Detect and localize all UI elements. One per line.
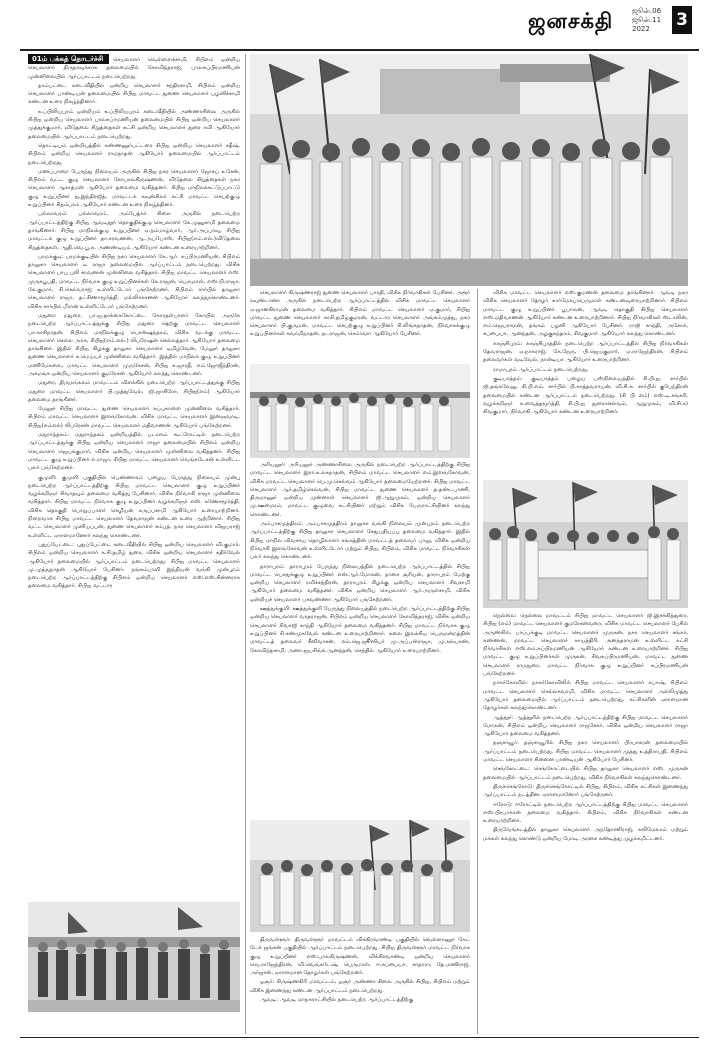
masthead-rule (20, 49, 699, 51)
article-paragraph: தஞ்சாவூர்: தஞ்சாவூரில் சிபிஐ நகர செயலாளர் பிரபாகரன் தலைமையில் ஆர்ப்பாட்டம் நடைபெற்றது. சிபிஐ மாவட்ட செயலாளர் முத்து உத்திராபதி, சிபிஎம் மாவட்ட செயலாளர் சின்னை பாண்டியன் ஆகியோர் பேசினர். (483, 740, 688, 764)
middle-article-block-1 (250, 289, 470, 361)
middle-article-block-2 (250, 461, 470, 816)
article-paragraph: காஞ்சிபுரம்: காஞ்சிபுரத்தில் நடைபெற்ற ஆர்ப்பாட்டத்தில் சிபிஐ நிர்வாகிகள் தேவராஜன், ஏ.நாகராஜ், கே.நேரு, பி.ஜெயகுமார், ஏ.ராஜேந்திரன், சிபிஎம் தலைவர்கள் வடிவேல், நான்டியா ஆகியோர் உரையாற்றினர். (483, 340, 688, 364)
article-paragraph: ஆவடி: ஆவடி மாநகராட்சியில் நடைபெற்ற ஆர்ப்பாட்டத்திற்கு (260, 997, 414, 1004)
article-paragraph: ஊத்துக்குளி: ஊத்துக்குளி பேருந்து நிலையத்தில் நடைபெற்ற ஆர்ப்பாட்டத்திற்கு சிபிஐ ஒன்றிய செயலாளர் வரதராஜன், சிபிஎம் ஒன்றிய செயலாளர் கோவிந்தராஜ், விசிக ஒன்றிய செயலாளர் சிவாஜி காந்தி ஆகியோர் தலைமை வகித்தனர். சிபிஐ மாவட்ட நிர்வாக குழு உறுப்பினர் சி.சண்முகவேல் கண்டன உரையாற்றினார். கலை இலக்கிய பெருமன்றத்தின் மாவட்டத் தலைவர் சீனிவாசன், எம்.ஜெ.ஜூனியர் மு.அப்பன்ராஜா, மு.கல்யாண், கோவிந்தசாமி, அனா.ஜயசிங்க்.ஆனந்தன், செந்தில் ஆகியோர் உரையாற்றினர். (250, 606, 470, 654)
column-divider (245, 54, 246, 1034)
article-paragraph: அரியலூர்: அரியலூர் அண்ணாசிலை அருகில் நடைபெற்ற ஆர்ப்பாட்டத்திற்கு சிபிஐ மாவட்ட செயலாளர் இரா.உலகநாதன், சிபிஎம் மாவட்ட செயலாளர் எம்.இளங்கோவன், விசிக மாவட்ட செயலாளர் பெ.மு.செல்வம் ஆகியோர் தலைமையேற்றனர். சிபிஐ மாவட்ட செயலாளர் ஆர்.தமிழ்செல்வன், சிபிஐ மாவட்ட துணை செயலாளர் த.தண்டபாணி, திருமானூர் ஒன்றிய முன்னாள் செயலாளர் ஜி.ஆறுமுகம், ஒன்றிய செயலாளர் மு.ஊமைரம், மாவட்ட குழுவை கட்சியினர் மற்றும் விசிக பேருராட்சியினர் கலந்து கொண்டனர். (250, 462, 470, 518)
page-bottom-rule (20, 1037, 699, 1038)
page-number: 3 (672, 6, 692, 34)
article-paragraph: பரமக்குடி: பரமக்குடியில் சிபிஐ நகர செயலாளர் கே.ஆர். சுப்பிரமணியன், சிபிஎம் தாலுகா செயலாளர் டீ ராஜா தலைமையில் ஆர்ப்பாட்டம் நடைபெற்றது. விசிக செயலாளர் பாபு புலி சரவணன் முன்னிலை வகித்தார். சிபிஐ மாவட்ட செயலாளர் எஸ். முருகபூபதி, மாவட்ட நிர்வாக குழு உறுப்பினர்கள் கே.ராஜன், பெருமாள், எஸ்.பி.ராஜா, கே.குமார், சி.செல்வராஜ் உள்ளிட்டோர் பங்கேற்றனர். சிபிஎம் சார்பில் தாலுகா செயலாளர் ராஜா, தட்சிணாமூர்த்தி, மல்லிகாசனன் ஆகியோர் கலந்துகொண்டனர். விசிக சார்பில் மீரான் உள்ளிட்டோர் பங்கேற்றனர். (28, 253, 240, 310)
article-paragraph: செங்கோட்டை: செங்கோட்டையில் சிபிஐ தாலுகா செயலாளர் எஸ். முருகன் தலைமையில் ஆர்ப்பாட்டம் நடைபெற்றது. விசிக நிர்வாகிகள் கலந்துகொண்டனர். (483, 766, 688, 781)
newspaper-title: ஜனசக்தி (528, 8, 614, 33)
article-paragraph: மதுரை: மதுரை, பா.ஜ.தரக்கைகோட்டை கோரதள்பாளர் கோயில் அருகே நடைபெற்ற ஆர்ப்பாட்டத்துக்கு சிபிஐ மதுரை தெற்கு மாவட்ட செயலாளர் பா.காசிநாதன், சிபிஎம் மாநிலக்குழு பொன்ஷந்தரம், விசிக வடக்கு மாவட்ட செயலாளர் செல்ல அரசு, சிபிஐ(எம்.எல்.) லிபரேஷன் செல்லத்தார் ஆகியோர் தலைமை தாங்கினர். இதில் சிபிஐ கிழக்கு தாலுகா செயலாளர் டிமிழ்வேன், மேலூர் தாலுகா துணை செயலாளர் க.மெய்யர் முன்னிலை வகித்தார். இத்தில் மாநிலக் குழு உறுப்பினர் மணிமேகலை, மாவட்ட செயலாளர் முருகேசன், சிபிஐ சு.ஜாரதீ, எம்.ஜோஜீந்திரன், அகமங்க ஒன்றிய செயலாளர் குமரேசன் ஆகியோர் கலந்து கொண்டனர். (28, 312, 240, 377)
right-article-block-1 (483, 289, 688, 477)
article-paragraph: மேலூர் சிபிஐ மாவட்ட துணை செயலாளர் சுப்புகாளை முன்னிலை வகித்தார். சிபிஎம் மாவட்ட செயலாளர் இளங்கோவன், விசிக மாவட்ட செயலாளர் இன்ஞவாடி, சிபிஐ(எம்எல்) லிபரேசன் மாவட்ட செயலாளர் மதிவாணன் ஆகியோர் பங்கேற்றனர். (28, 406, 240, 429)
protest-photo-top-main (250, 54, 688, 286)
right-article-block-2 (483, 612, 688, 1032)
article-paragraph: மணப்பாறை பேருந்து நிலையம் அருகில் சிபிஐ நகர செயலாளர் ஜோசப் உசேன், சிபிஎம் வட்ட குழு செயலாளர் கோபாலகிருஷ்ணன், விடுதலை சிறுத்தைகள் நகர செயலாளர் ஆசாத்மன் ஆகியோர் தலைமை வகித்தனர். சிபிஐ மாநிலக்கட்டுப்பாட்டு குழு உறுப்பினர் ஐ.இந்திரஜித், மாவட்டக் கவுன்சிலர் கட்சி மாவட்ட செயற்குழு உறுப்பினர் சிதம்பரம் ஆகியோர் கண்டன உரை நிகழ்த்தினர். (28, 168, 240, 209)
middle-article-block-3 (250, 936, 470, 1034)
article-paragraph: மதுரை, திருமங்கலம் மாவட்டம் விளக்கில் நடைபெற்ற ஆர்ப்பாட்டத்துக்கு சிபிஐ மதுரை மாவட்ட செயலாளர் பி.முத்துவேல், ஜி.ஜாகிரோ, சிபிஐ(எம்) ஆகியோர் தலைமை தாங்கினர். (28, 380, 240, 403)
continued-from-page-1-label: 01ம் பக்கத் தொடர்ச்சி (28, 54, 109, 64)
article-paragraph: திருச்செங்கோடு: திருச்செங்கோட்டில் சிபிஐ, சிபிஎம், விசிக கட்சிகள் இணைந்து ஆர்ப்பாட்டம் நடத்தின. ஏராளமானோர் பங்கேற்றனர். (483, 783, 688, 799)
article-paragraph: புதுப்பேட்டை: புதுப்பேட்டை கடைவீதியில் சிபிஐ ஒன்றிய செயலாளர் வி.குமார், சிபிஎம் ஒன்றிய செயலாளர் க.சி.தமிழ் துரை, விசிக ஒன்றிய செயலாளர் கதிர்வேல் ஆகியோர் தலைமையில் ஆர்ப்பாட்டம் நடைபெற்றது. சிபிஐ மாவட்ட செயலாளர் மு.முத்துநாதன் ஆகியோர் பேசினர். நங்கம்பாளி இந்தியன் வங்கி முன்புறம் நடைபெற்ற ஆர்ப்பாட்டத்திற்கு சிபிஎம் ஒன்றிய செயலாளர் எஸ்.எஸ்.சின்னராசு தலைமை வகித்தார். சிபிஐ வட்டார (28, 541, 240, 590)
article-paragraph: அம்பாசமுத்திரம்: அம்பாசமுத்திரம் தாலுகா வங்கி நிலையம் முன்புறம் நடைபெற்ற ஆர்ப்பாட்டத்திற்கு சிபிஐ தாலுகா செயலாளர் சேதுபதியப்பு தலைமை வகித்தார். இதில் சிபிஐ மாநில விவசாய தொழிலாளர் சங்கத்தின் மாவட்டத் தலைவர் பாலு, விசிக ஒன்றிய நிர்வாகி இளங்கோவன் உள்ளிட்டோர் மற்றும் சிபிஐ, சிபிஎம், விசிக மாவட்ட நிர்வாகிகள் பலர் கலந்து கொண்டனர். (250, 521, 470, 561)
article-paragraph: நாகர்கோவில்: நாகர்கோவிலில் சிபிஐ மாவட்ட செயலாளர் சுபாஷ், சிபிஎம் மாவட்ட செயலாளர் செல்லசுவாமி, விசிக மாவட்ட செயலாளர் அல்லிமுத்து ஆகியோர் தலைமையில் ஆர்ப்பாட்டம் நடைபெற்றது. கட்சிகளின் ஏராளமான தோழர்கள் கலந்துகொண்டனர். (483, 680, 688, 712)
protest-photo-middle-1 (250, 364, 470, 458)
issue-date (632, 7, 672, 34)
article-paragraph: பல்லாவரம்: பல்லாவரம், அம்பேத்கர் சிலை அருகில் நடைபெற்ற ஆர்ப்பாட்டத்திற்கு சிபிஐ ஆவடிநூர் தொகுதிக்குழு செயலாளர் கே.முனுசாமி தலைமை தாங்கினார். சிபிஐ மாநிலக்குழு உறுப்பினர் ஏ.நம்மாழ்வார், ஆர்.அப்பாவு, சிபிஐ மாவட்டக் குழு உறுப்பினர் தா.சரவணன், ஆ.அப்போஸ், சிபிஐ(எம்.எல்.)விடுதலை சிறுத்தைகள், ஆதி.வெ.பூ.க. அணண்டியம் ஆகியோர் கண்டன உரையாற்றினர். (28, 211, 240, 251)
article-paragraph: ஈரோடு: ஈரோட்டில் நடைபெற்ற ஆர்ப்பாட்டத்திற்கு சிபிஐ மாவட்ட செயலாளர் எஸ்.பிரபாகரன் தலைமை வகித்தார். சிபிஎம், விசிக நிர்வாகிகள் கண்டன உரையாற்றினர். (483, 801, 688, 825)
issue-date-year: 2022 (632, 25, 650, 33)
article-paragraph: விசிக மாவட்ட செயலாளர் எஸ்.குமணன் தலைமை தாங்கினார். ஆவடி நகர விசிக செயலாளர் தோழர் கார்மேகப்பெருமாள் கண்டனவுரையாற்றினார். சிபிஎம் மாவட்ட குழு உறுப்பினர் பூபாலன், ஆவடி தொகுதி சிபிஐ செயலாளர் எஸ்.மதிவாணன் ஆகியோர் கண்டன உரையாற்றினார். சிபிஐ நிர்வாகிகள் ஸ்டாலின், எம்.ஜெயராமன், தங்கம் பழனி ஆகியோர் பேசினர். ராஜி காந்தி, அசோக், சப்பையா, ஆனந்தன், அழகுசுந்தரம், சிவகுமார் ஆகியோர் கலந்து கொண்டனர். (483, 290, 688, 338)
article-paragraph: உப்பிலியபுரம் ஒன்றியம் உப்பிலியபுரம் கடைவீதியில் அண்ணாசிலை அருகில் சிபிஐ ஒன்றிய செயலாளர் பாலசுப்ரமணியன் தலைமையில் சிபிஐ ஒன்றிய செயலாளர் முத்துக்குமார், விடுதலை சிறுத்தைகள் கட்சி ஒன்றிய செயலாளர் துரை ரவி ஆகியோர் தலைமையில் ஆர்ப்பாட்டம் நடைபெற்றது. (28, 108, 240, 140)
article-paragraph: ஆத்தூர்: ஆத்தூரில் நடைபெற்ற ஆர்ப்பாட்டத்திற்கு சிபிஐ மாவட்ட செயலாளர் மோகன், சிபிஎம் ஒன்றிய செயலாளர் ராஜசேகர், விசிக ஒன்றிய செயலாளர் ராஜா ஆகியோர் தலைமை வகித்தனர். (483, 714, 688, 738)
article-paragraph: தாம்பட்டை கடைவீதியில் ஒன்றிய செயலாளர் சந்திரசாமி, சிபிஎம் ஒன்றிய செயலாளர் பாண்டியன் தலைமையில் சிபிஐ மாவட்ட துணை செயலாளர் பழனிச்சாமி கண்டன உரை நிகழ்த்தினார். (28, 82, 240, 106)
column-divider (477, 289, 478, 1034)
masthead (0, 0, 709, 52)
article-paragraph: ராமாபுரம் ஆர்ப்பாட்டம் நடைபெற்றது. (493, 366, 589, 373)
protest-photo-middle-2 (250, 820, 470, 932)
article-paragraph: நெல்லை: நெல்லை மாவட்டம் சிபிஐ மாவட்ட செயலாளர் ஜி.இசக்கித்துரை, சிபிஐ (எம்) மாவட்ட செயலாளர் குமரேசன்வரை, விசிக மாவட்ட செயலாளர் பேசில் அருண்கில், பாப்பக்குடி மாவட்ட செயலாளர் முருகன், நகர செயலாளர் சங்கர், கண்ணன், மாவட்ட செயலாளர் காயத்திரி, அனந்தராமன் உள்ளிட்ட கட்சி நிர்வாகிகள் எஸ்.எம்.சுப்பிரமணியன் ஆகியோர் கண்டன உரையாற்றினர். சிபிஐ மாவட்ட குழு உறுப்பினர்கள் முருகன், சிவசுப்பிரமணியன், மாவட்ட துணை செயலாளர் ராமதுரை, மாவட்ட நிர்வாக குழு உறுப்பினர் சுப்பிரமணியன் பங்கேற்றனர். (483, 613, 688, 678)
article-paragraph: செயலாளர் கிருஷ்ணராஜ் துணை செயலாளர் பாரதி, விசிக நிர்வாகிகள் பேசினர். அரூர் ரவுண்டானா அருகில் நடைபெற்ற ஆர்ப்பாட்டத்தில் விசிக மாவட்ட செயலாளர் ஏ.ஜானகிராமன் தலைமை வகித்தார். சிபிஎம் மாவட்ட செயலாளர் ஏ.குமார், சிபிஐ மாவட்ட துணை செயலாளர் காசி.தமிழ்குமரன், வட்டார செயலாளர் அங்கம்முத்து, நகர செயலாளர் பி.குருமன், மாவட்ட செயற்குழு உறுப்பினர் சி.லிங்கநாதன், நிர்வாகக்குழு உறுப்பினர்கள் சுவாமிநாதன், நடராஜன், செம்மொ ஆகியோர் பேசினர். (250, 290, 470, 338)
protest-photo-right (483, 480, 688, 608)
protest-photo-left-bottom (28, 902, 240, 1012)
article-paragraph: திருவேங்கடத்தில் தாலுகா செயலாளர் அந்தோணிராஜ், கலிமேலாம் மற்றும் மக்கள் கலந்து கொண்டு ஒன்றிய மோடி அரசை கண்டித்து முழக்கமிட்டனர். (483, 827, 688, 842)
issue-date-line-1: ஜூன்.06 (632, 7, 662, 15)
article-paragraph: தொட்டியம் ஒன்றியத்தில் கண்ணனூர்பட்டரை சிபிஐ ஒன்றிய செயலாளர் சதீஷ், சிபிஎம் ஒன்றிய செயலாளர் ராமநாதன் ஆகியோர் தலைமையில் ஆர்ப்பாட்டம் நடைபெற்றது. (28, 142, 240, 166)
left-column-article (28, 54, 240, 899)
issue-date-line-2: ஜூன்.11 (632, 16, 662, 24)
article-paragraph: குடியாத்தம்: குடியாத்தம் பழைய பஸ்நிலையத்தில் சி.பி.ஐ. சார்பில் ஜி.தங்கவேலு, சி.பி.எம். சார்பில் பி.காத்தவராயன், வி.சி.க. சார்பில் குபேந்திரன் தலைமையில் கண்டன ஆர்ப்பாட்டம் நடைபெற்றது. (சி பி எம்) எஸ்.டி.சங்கரி, வழக்கறிஞர் சு.வைத்தமூர்த்தி, சி.பி.ஐ துரைசெல்வம், ஆறுமுகம், வி.சி.க) சிவகுமார், நிர்வாகி ஆகியோர் கண்டன உரையாற்றினர். (483, 375, 688, 416)
article-paragraph: மதுராந்தகம்: மதுராந்தகம் ஒன்றியத்தில் படாளம் கூட்ரோட்டில் நடைபெற்ற ஆர்ப்பாட்டத்துக்கு சிபிஐ ஒன்றிய செயலாளர் ராஜா தலைமையில் சிபிஎம் ஒன்றிய செயலாளர் ஜெயக்குமார், விசிக ஒன்றிய செயலாளர் முன்னிலை வகித்தனர். சிபிஐ மாவட்ட குழு உறுப்பினர் எ.ராஜா, சிபிஐ மாவட்ட செயலாளர் வெங்கடேசன் உள்ளிட்ட பலர் பங்கேற்றனர். (28, 432, 240, 472)
article-paragraph: செயலாளர் வெள்ளைச்சாமி, சிபிஎம் ஒன்றிய செயலாளர் திருநாவுக்கரசு தலைமையில் கோவிந்தராஜ், பாலசுப்பிரமணியன் முன்னிலையில் ஆர்ப்பாட்டம் நடைபெற்றது. (28, 57, 240, 80)
article-paragraph: திருவள்ளூர்: திருவள்ளூர் மாவட்டம் விக்கிரவாண்டி பகுதியில் வெள்ளானூர் கேட் டேக் ஜங்சன் பகுதியில் ஆர்ப்பாட்டம் நடைபெற்றது. சிபிஐ திருவள்ளூர் மாவட்ட நிர்வாக குழு உறுப்பினர் எஸ்.பாலகிருஷ்ணன், விக்கிரவாண்டி ஒன்றிய செயலாளர் வெ.ராஜேந்திரன், வி.வெங்கடேஷ், பெருமாள், ஈ.சுப்பையா, சாதாரா, தே.மணிராஜ், அர்ஜுன், ஏராளமான தோழர்கள் பங்கேற்றனர். (250, 937, 470, 977)
article-paragraph: ஓசூர்: கிருஷ்ணகிரி மாவட்டம், ஓசூர் அண்ணா சிலை அருகில் சிபிஐ, சிபிஎம் மற்றும் விசிக இணைந்து கண்டன ஆர்ப்பாட்டம் நடைபெற்றது. (250, 979, 470, 994)
article-paragraph: தாராபுரம்: தாராபுரம் பேருந்து நிலையத்தில் நடைபெற்ற ஆர்ப்பாட்டத்தில் சிபிஐ மாவட்ட பொதுக்குழு உறுப்பினர் என்.ஆர்.மோகன், நாசை சூரியன், தாராபுரம் மேற்கு ஒன்றிய செயலாளர் ரவிச்சந்திரன், தாராபுரம் கிழக்கு ஒன்றிய செயலாளர் சிவசாமி ஆகியோர் தலைமை வகித்தனர். விசிக ஒன்றிய செயலாளர் ஆர்.அருள்சாமி, விசிக ஒன்றியச் செயலாளர் பசவண்ணா ஆகியோர் பங்கேற்றனர். (250, 563, 470, 603)
article-paragraph: குமுளி: குமுளி பகுதியில் பெண்ணாரம் பழைய பேருந்து நிலையம் முன்பு நடைபெற்ற ஆர்ப்பாட்டத்திற்கு சிபிஐ மாவட்ட செயலாளர் குழு உறுப்பினர் வழக்கறிஞர் சிவாதயும் தலைமை வகித்து பேசினார். விசிக நிர்வாகி ராஜா முன்னிலை வகித்தார். சிபிஐ மாவட்ட நிர்வாக குழு உறுப்பினர் வழக்கறிஞர் எஸ். கணேசமூர்த்தி, விசிக தொகுதி பொறுப்பாளர் செழியன் கருப்பசாமி ஆகியோர் உரையாற்றினர். நிறைவாக சிபிஐ மாவட்ட செயலாளர் தேவராஜன் கண்டன உரை ஆற்றினார். சிபிஐ வட்ட செயலாளர் முனியப்பன், துணை செயலாளர் சம்பத், நகர செயலாளர் விஜயராஜ் உள்ளிட்ட ஏராளமானோர் கலந்து கொண்டனர். (28, 474, 240, 539)
